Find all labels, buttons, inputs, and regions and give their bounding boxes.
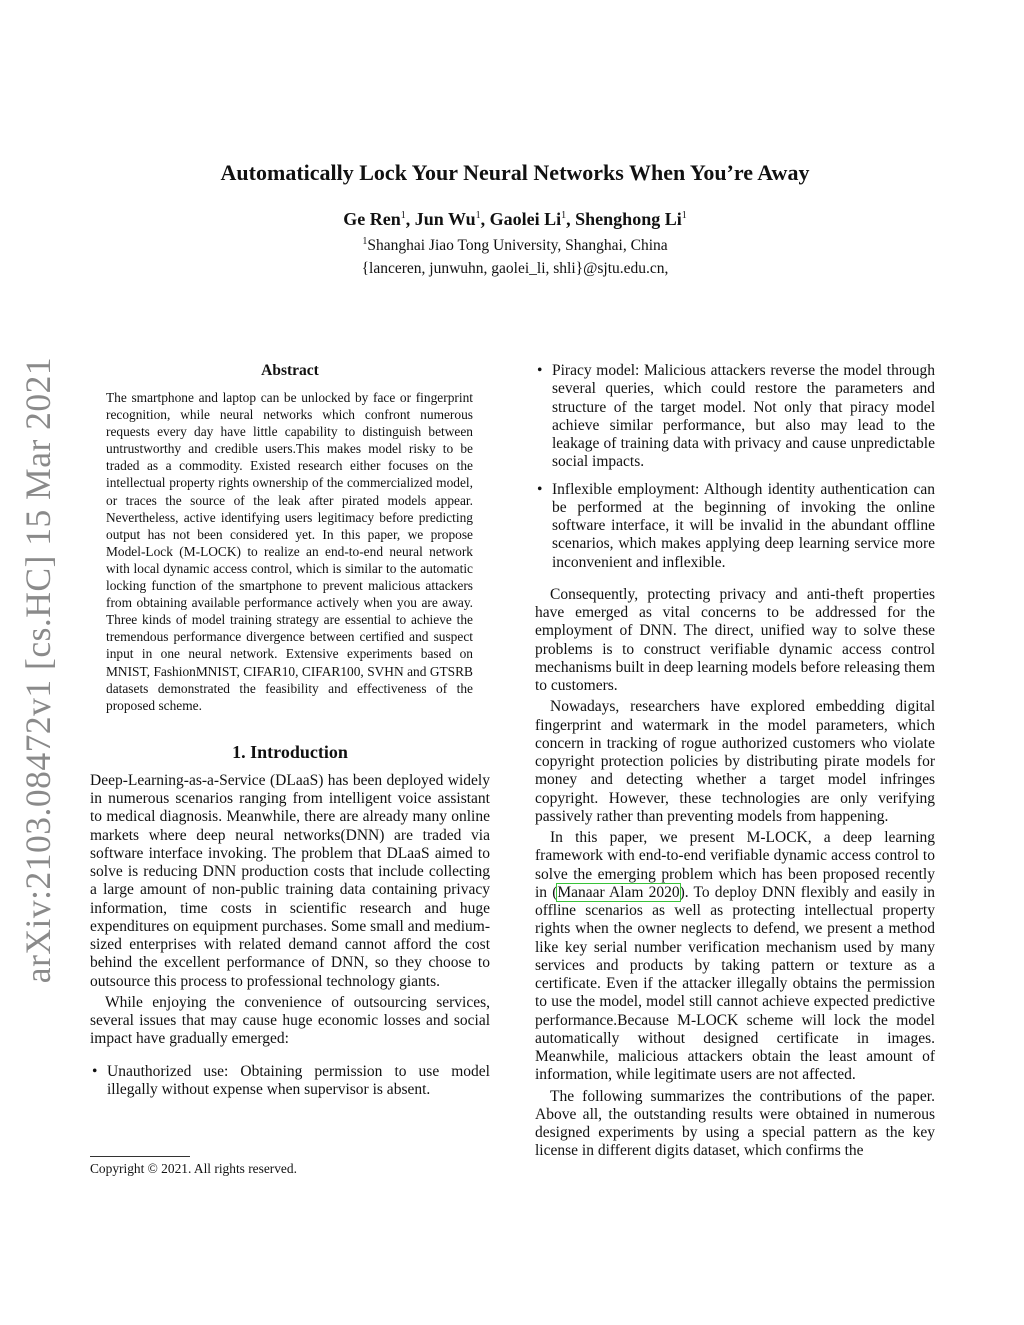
- citation-year: 2020: [648, 883, 680, 901]
- left-column: [90, 362, 490, 1099]
- author-name: Ge Ren: [343, 209, 401, 229]
- bullet-marker: •: [537, 362, 543, 379]
- bullet-inflexible-employment: [535, 481, 935, 572]
- bullet-text: Inflexible employment: Although identity authentication can be performed at the beginning of invoking the online software interface, it will be invalid in the abundant offline scenarios, which makes applying deep learning service more inconvenient and inflexible.: [552, 480, 935, 571]
- bullet-unauthorized-use: [90, 1063, 490, 1100]
- right-column: [535, 362, 935, 1161]
- bullet-marker: •: [92, 1062, 98, 1080]
- affiliation-mark: 1: [475, 210, 481, 221]
- citation-link[interactable]: [557, 884, 679, 901]
- paragraph-text: In this paper, we present M-LOCK, a deep learning framework with end-to-end verifiable dynamic access control to solve the emerging problem which has been proposed recently in (: [535, 829, 935, 901]
- paragraph-text: ). To deploy DNN flexibly and easily in offline scenarios as well as protecting intellectual property rights when the owner neglects to defend, we present a method like key serial number verification mechanism used by many services and products by taking pattern or texture as a certificate. Even if the attacker illegally obtains the permission to use the model, model still cannot achieve expected predictive performance.Because M-LOCK scheme will lock the model automatically without designed certificate in images. Meanwhile, malicious attackers obtain the least amount of information, while legitimate users are not affected.: [535, 883, 935, 1084]
- intro-paragraph-5: [535, 829, 935, 1085]
- intro-paragraph-4: Nowadays, researchers have explored embedding digital fingerprint and watermark in the model parameters, which concern in tracking of rogue authorized customers who violate copyright protection policies by distributing pirate models for money and detecting whether a target model infringes copyright. However, these technologies are only verifying passively rather than preventing models from happening.: [535, 698, 935, 825]
- intro-paragraph-6: The following summarizes the contributions of the paper. Above all, the outstanding results were obtained in numerous designed experiments by using a special pattern as the key license in different digits dataset, which confirms the: [535, 1087, 935, 1160]
- affiliation-mark: 1: [400, 210, 406, 221]
- intro-paragraph-1: Deep-Learning-as-a-Service (DLaaS) has been deployed widely in numerous scenarios ranging from intelligent voice assistant to medical diagnosis. Meanwhile, there are already many online markets where deep neural networks(DNN) are traded via software interface invoking. The problem that DLaaS aimed to solve is reducing DNN production costs that include collecting a large amount of non-public training data containing privacy information, time costs in scientific research and huge expenditures on equipment purchases. Some small and medium-sized enterprises with related demand cannot afford the cost behind the excellent performance of DNN, so they choose to outsource this process to professional technology giants.: [90, 771, 490, 990]
- copyright-notice: Copyright © 2021. All rights reserved.: [90, 1161, 297, 1176]
- citation-author: Manaar Alam: [557, 883, 644, 901]
- affiliation-text: Shanghai Jiao Tong University, Shanghai, China: [367, 237, 668, 254]
- paper-title: Automatically Lock Your Neural Networks When You’re Away: [220, 160, 810, 185]
- affiliation-institution: [90, 237, 940, 255]
- footnote: [90, 1156, 490, 1177]
- abstract-heading: Abstract: [261, 362, 319, 379]
- affiliation-mark: 1: [362, 235, 368, 247]
- footnote-divider: [90, 1156, 190, 1157]
- abstract-section: [90, 362, 490, 714]
- bullet-text: Piracy model: Malicious attackers reverse the model through several queries, which could restore the parameters and structure of the target model. Not only that piracy model achieve similar performance, but also may lead to the leakage of training data with privacy and cause unpredictable social impacts.: [552, 362, 935, 471]
- abstract-body: The smartphone and laptop can be unlocked by face or fingerprint recognition, while neural networks which confront numerous requests every day have little capability to distinguish between untrustworthy and credible users.This makes model risky to be traded as a commodity. Existed research either focuses on the intellectual property rights ownership of the commercialized model, or traces the source of the leak after pirated models appear. Nevertheless, active identifying users legitimacy before predicting output has not been considered yet. In this paper, we propose Model-Lock (M-LOCK) to realize an end-to-end neural network with local dynamic access control, which is similar to the automatic locking function of the smartphone to prevent malicious attackers from obtaining available performance actively when you are away. Three kinds of model training strategy are essential to achieve the tremendous performance divergence between certified and suspect input in one neural network. Extensive experiments based on MNIST, FashionMNIST, CIFAR10, CIFAR100, SVHN and GTSRB datasets demonstrated the feasibility and effectiveness of the proposed scheme.: [106, 390, 473, 713]
- affiliation-mark: 1: [681, 210, 687, 221]
- author-name: Jun Wu: [414, 209, 476, 229]
- bullet-text: Unauthorized use: Obtaining permission to use model illegally without expense when supervisor is absent.: [107, 1062, 490, 1098]
- author-name: Gaolei Li: [489, 209, 562, 229]
- introduction-heading: 1. Introduction: [232, 741, 348, 762]
- author-name: Shenghong Li: [575, 209, 682, 229]
- intro-paragraph-2: While enjoying the convenience of outsourcing services, several issues that may cause huge economic losses and social impact have gradually emerged:: [90, 993, 490, 1048]
- issues-bullet-list: [90, 1063, 490, 1100]
- issues-bullet-list-continued: [535, 362, 935, 572]
- bullet-marker: •: [537, 480, 543, 498]
- author-list: Ge Ren$^1$, Jun Wu$^1$, Gaolei Li$^1$, Shenghong Li$^1$: [343, 209, 687, 229]
- affiliation-mark: 1: [561, 210, 567, 221]
- arxiv-identifier-text: arXiv:2103.08472v1 [cs.HC] 15 Mar 2021: [18, 356, 58, 984]
- intro-paragraph-3: Consequently, protecting privacy and anti-theft properties have emerged as vital concerns to be addressed for the employment of DNN. The direct, unified way to solve these problems is to construct verifiable dynamic access control mechanisms built in deep learning models before releasing them to customers.: [535, 585, 935, 694]
- bullet-piracy-model: [535, 362, 935, 472]
- affiliation-emails: {lanceren, junwuhn, gaolei_li, shli}@sjtu.edu.cn,: [361, 260, 669, 277]
- arxiv-identifier-stamp: [8, 350, 68, 990]
